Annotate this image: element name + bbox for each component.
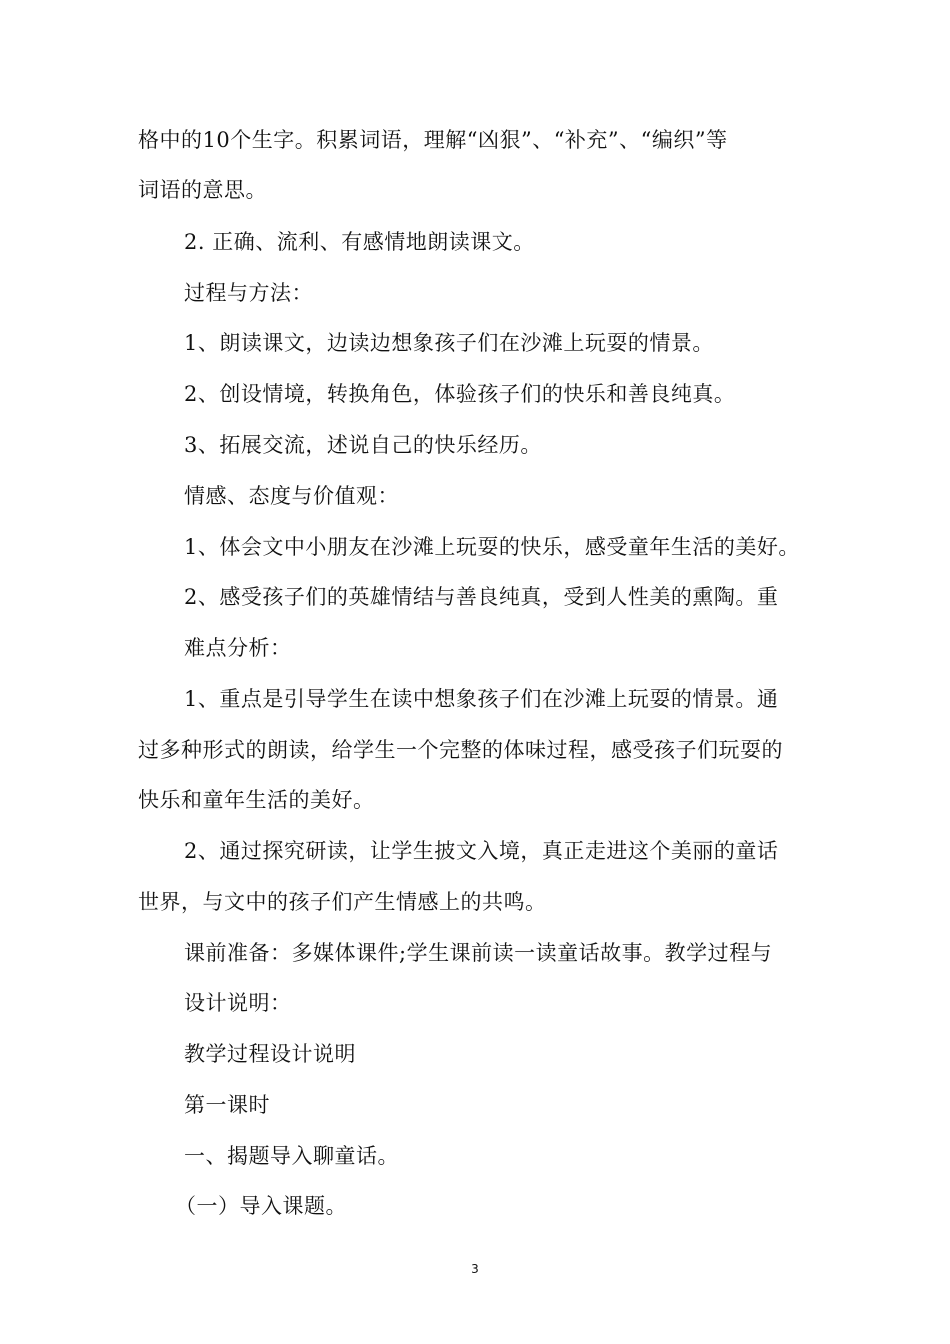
text-line: 1、朗读课文，边读边想象孩子们在沙滩上玩耍的情景。 [184, 331, 714, 355]
text-line: 世界，与文中的孩子们产生情感上的共鸣。 [138, 890, 547, 914]
text-line: 3、拓展交流，述说自己的快乐经历。 [184, 433, 542, 457]
text-line: 1、重点是引导学生在读中想象孩子们在沙滩上玩耍的情景。通 [184, 687, 779, 711]
text-line: 2、感受孩子们的英雄情结与善良纯真，受到人性美的熏陶。重 [184, 585, 779, 609]
text-line: 难点分析： [184, 636, 292, 660]
text-line: 教学过程设计说明 [184, 1042, 356, 1066]
text-line: 课前准备：多媒体课件;学生课前读一读童话故事。教学过程与 [184, 941, 773, 965]
section-heading: 过程与方法： [184, 281, 313, 305]
text-line: 快乐和童年生活的美好。 [138, 788, 375, 812]
page-number: 3 [471, 1262, 479, 1276]
section-heading: 一、揭题导入聊童话。 [184, 1144, 399, 1168]
text-line: 词语的意思。 [138, 178, 267, 202]
text-line: （一）导入课题。 [175, 1194, 347, 1218]
text-line: 2. 正确、流利、有感情地朗读课文。 [184, 230, 535, 254]
text-line: 设计说明： [184, 991, 292, 1015]
section-heading: 情感、态度与价值观： [184, 484, 399, 508]
text-line: 过多种形式的朗读，给学生一个完整的体味过程，感受孩子们玩耍的 [138, 738, 783, 762]
text-line: 1、体会文中小朋友在沙滩上玩耍的快乐，感受童年生活的美好。 [184, 535, 800, 559]
text-line: 2、通过探究研读，让学生披文入境，真正走进这个美丽的童话 [184, 839, 779, 863]
text-line: 第一课时 [184, 1093, 270, 1117]
text-line: 格中的10个生字。积累词语，理解“凶狠”、“补充”、“编织”等 [138, 128, 728, 152]
text-line: 2、创设情境，转换角色，体验孩子们的快乐和善良纯真。 [184, 382, 736, 406]
